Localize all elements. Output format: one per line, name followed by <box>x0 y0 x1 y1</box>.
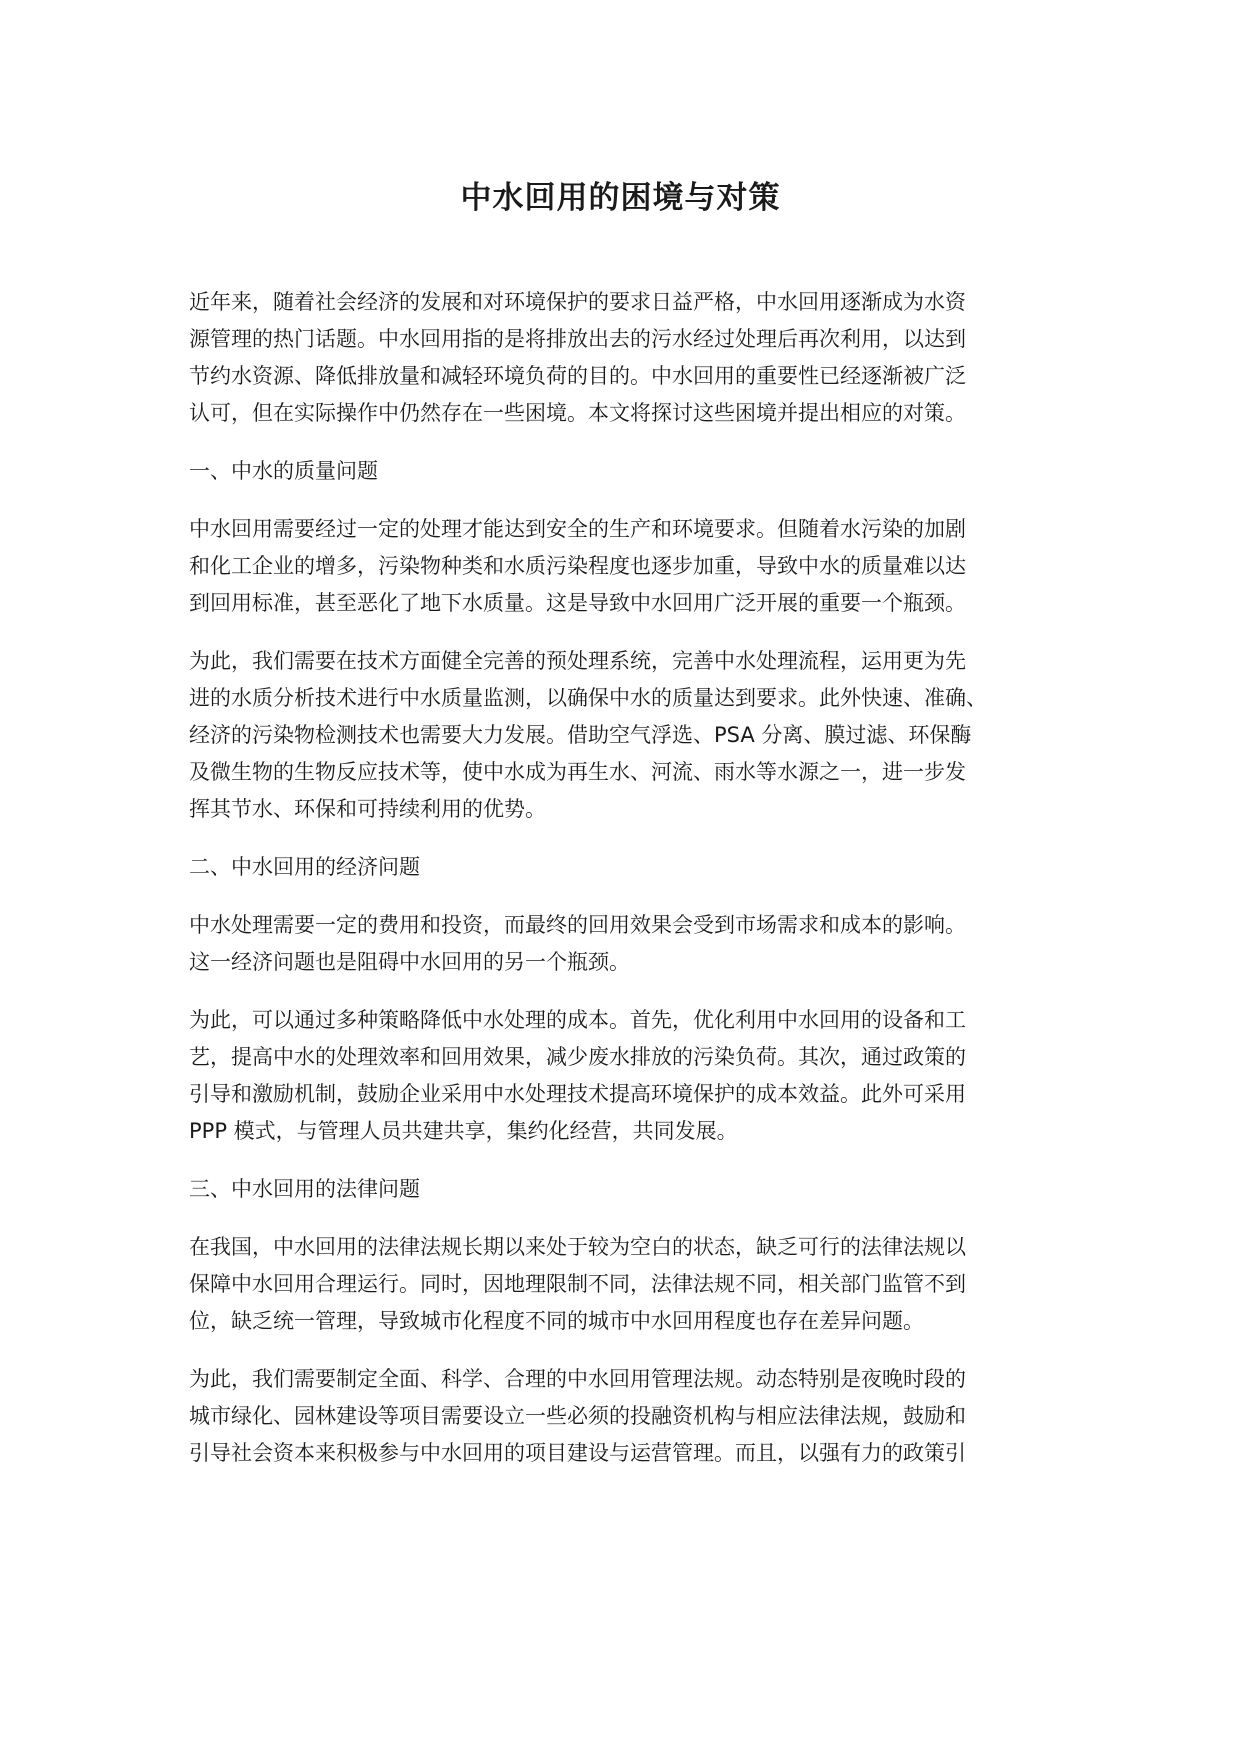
text-line: 经济的污染物检测技术也需要大力发展。借助空气浮选、PSA 分离、膜过滤、环保酶 <box>189 723 972 747</box>
text-line: 和化工企业的增多，污染物种类和水质污染程度也逐步加重，导致中水的质量难以达 <box>189 554 966 578</box>
text-line: 为此，我们需要在技术方面健全完善的预处理系统，完善中水处理流程，运用更为先 <box>189 649 966 673</box>
text-line: 引导和激励机制，鼓励企业采用中水处理技术提高环境保护的成本效益。此外可采用 <box>189 1082 966 1106</box>
body-paragraph <box>189 284 1049 432</box>
text-line: 二、中水回用的经济问题 <box>189 855 420 879</box>
text-line: 这一经济问题也是阻碍中水回用的另一个瓶颈。 <box>189 950 630 974</box>
text-line: PPP 模式，与管理人员共建共享，集约化经营，共同发展。 <box>189 1119 738 1143</box>
text-line: 城市绿化、园林建设等项目需要设立一些必须的投融资机构与相应法律法规，鼓励和 <box>189 1404 966 1428</box>
text-line: 挥其节水、环保和可持续利用的优势。 <box>189 797 546 821</box>
text-line: 节约水资源、降低排放量和减轻环境负荷的目的。中水回用的重要性已经逐渐被广泛 <box>189 364 966 388</box>
text-line: 一、中水的质量问题 <box>189 459 378 483</box>
body-paragraph <box>189 907 1049 981</box>
section-heading <box>189 453 1049 490</box>
section-heading <box>189 849 1049 886</box>
body-paragraph <box>189 643 1049 828</box>
body-paragraph <box>189 1002 1049 1150</box>
text-line: 在我国，中水回用的法律法规长期以来处于较为空白的状态，缺乏可行的法律法规以 <box>189 1235 966 1259</box>
text-line: 及微生物的生物反应技术等，使中水成为再生水、河流、雨水等水源之一，进一步发 <box>189 760 966 784</box>
text-line: 为此，可以通过多种策略降低中水处理的成本。首先，优化利用中水回用的设备和工 <box>189 1008 966 1032</box>
body-paragraph <box>189 1361 1049 1472</box>
body-paragraph <box>189 511 1049 622</box>
text-line: 中水回用需要经过一定的处理才能达到安全的生产和环境要求。但随着水污染的加剧 <box>189 517 966 541</box>
section-heading <box>189 1171 1049 1208</box>
text-line: 三、中水回用的法律问题 <box>189 1177 420 1201</box>
text-line: 位，缺乏统一管理，导致城市化程度不同的城市中水回用程度也存在差异问题。 <box>189 1309 924 1333</box>
text-line: 中水处理需要一定的费用和投资，而最终的回用效果会受到市场需求和成本的影响。 <box>189 913 966 937</box>
body-paragraph <box>189 1229 1049 1340</box>
document-title: 中水回用的困境与对策 <box>460 180 781 216</box>
text-line: 近年来，随着社会经济的发展和对环境保护的要求日益严格，中水回用逐渐成为水资 <box>189 290 966 314</box>
text-line: 认可，但在实际操作中仍然存在一些困境。本文将探讨这些困境并提出相应的对策。 <box>189 401 966 425</box>
text-line: 艺，提高中水的处理效率和回用效果，减少废水排放的污染负荷。其次，通过政策的 <box>189 1045 966 1069</box>
document-body <box>189 284 1049 1493</box>
text-line: 源管理的热门话题。中水回用指的是将排放出去的污水经过处理后再次利用，以达到 <box>189 327 966 351</box>
text-line: 为此，我们需要制定全面、科学、合理的中水回用管理法规。动态特别是夜晚时段的 <box>189 1367 966 1391</box>
text-line: 到回用标准，甚至恶化了地下水质量。这是导致中水回用广泛开展的重要一个瓶颈。 <box>189 591 966 615</box>
text-line: 引导社会资本来积极参与中水回用的项目建设与运营管理。而且，以强有力的政策引 <box>189 1441 966 1465</box>
text-line: 进的水质分析技术进行中水质量监测，以确保中水的质量达到要求。此外快速、准确、 <box>189 686 987 710</box>
text-line: 保障中水回用合理运行。同时，因地理限制不同，法律法规不同，相关部门监管不到 <box>189 1272 966 1296</box>
